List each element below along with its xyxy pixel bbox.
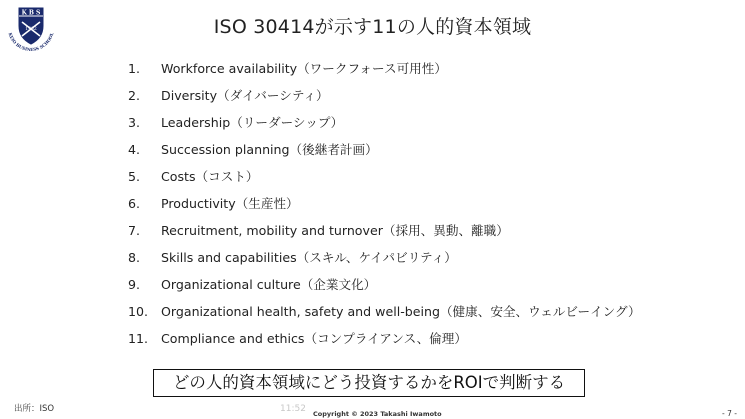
slide-title: ISO 30414が示す11の人的資本領域 bbox=[213, 16, 532, 38]
item-number: 2. bbox=[128, 88, 141, 103]
caption-bar: どの人的資本領域にどう投資するかをROIで判断する bbox=[153, 369, 585, 397]
item-number: 4. bbox=[128, 142, 141, 157]
human-capital-list bbox=[128, 60, 641, 357]
list-item bbox=[128, 114, 641, 141]
list-item bbox=[128, 87, 641, 114]
item-text: Productivity（生産性） bbox=[161, 196, 299, 211]
item-text: Skills and capabilities（スキル、ケイパビリティ） bbox=[161, 250, 457, 265]
item-number: 7. bbox=[128, 223, 141, 238]
item-number: 9. bbox=[128, 277, 141, 292]
copyright: Copyright © 2023 Takashi Iwamoto bbox=[313, 410, 442, 418]
logo-year: 1962 bbox=[25, 27, 37, 32]
item-text: Leadership（リーダーシップ） bbox=[161, 115, 344, 130]
item-text: Workforce availability（ワークフォース可用性） bbox=[161, 61, 447, 76]
list-item bbox=[128, 195, 641, 222]
item-text: Diversity（ダイバーシティ） bbox=[161, 88, 329, 103]
item-number: 1. bbox=[128, 61, 141, 76]
list-item bbox=[128, 168, 641, 195]
list-item bbox=[128, 330, 641, 357]
item-number: 10. bbox=[128, 304, 149, 319]
list-item bbox=[128, 60, 641, 87]
logo-top-text: K B S bbox=[21, 9, 41, 17]
logo-ring-text: KEIO BUSINESS SCHOOL bbox=[7, 32, 55, 53]
item-number: 5. bbox=[128, 169, 141, 184]
source-note: 出所：ISO bbox=[14, 404, 55, 414]
list-item bbox=[128, 249, 641, 276]
item-number: 3. bbox=[128, 115, 141, 130]
clock-overlay: 11:52 bbox=[280, 404, 306, 414]
list-item bbox=[128, 141, 641, 168]
list-item bbox=[128, 303, 641, 330]
item-text: Organizational health, safety and well-being（健康、安全、ウェルビーイング） bbox=[161, 304, 641, 319]
item-text: Costs（コスト） bbox=[161, 169, 259, 184]
item-text: Organizational culture（企業文化） bbox=[161, 277, 377, 292]
item-number: 11. bbox=[128, 331, 149, 346]
item-text: Compliance and ethics（コンプライアンス、倫理） bbox=[161, 331, 467, 346]
list-item bbox=[128, 222, 641, 249]
item-number: 6. bbox=[128, 196, 141, 211]
list-item bbox=[128, 276, 641, 303]
item-number: 8. bbox=[128, 250, 141, 265]
item-text: Succession planning（後継者計画） bbox=[161, 142, 378, 157]
item-text: Recruitment, mobility and turnover（採用、異動、離職） bbox=[161, 223, 509, 238]
page-number: - 7 - bbox=[722, 409, 737, 418]
